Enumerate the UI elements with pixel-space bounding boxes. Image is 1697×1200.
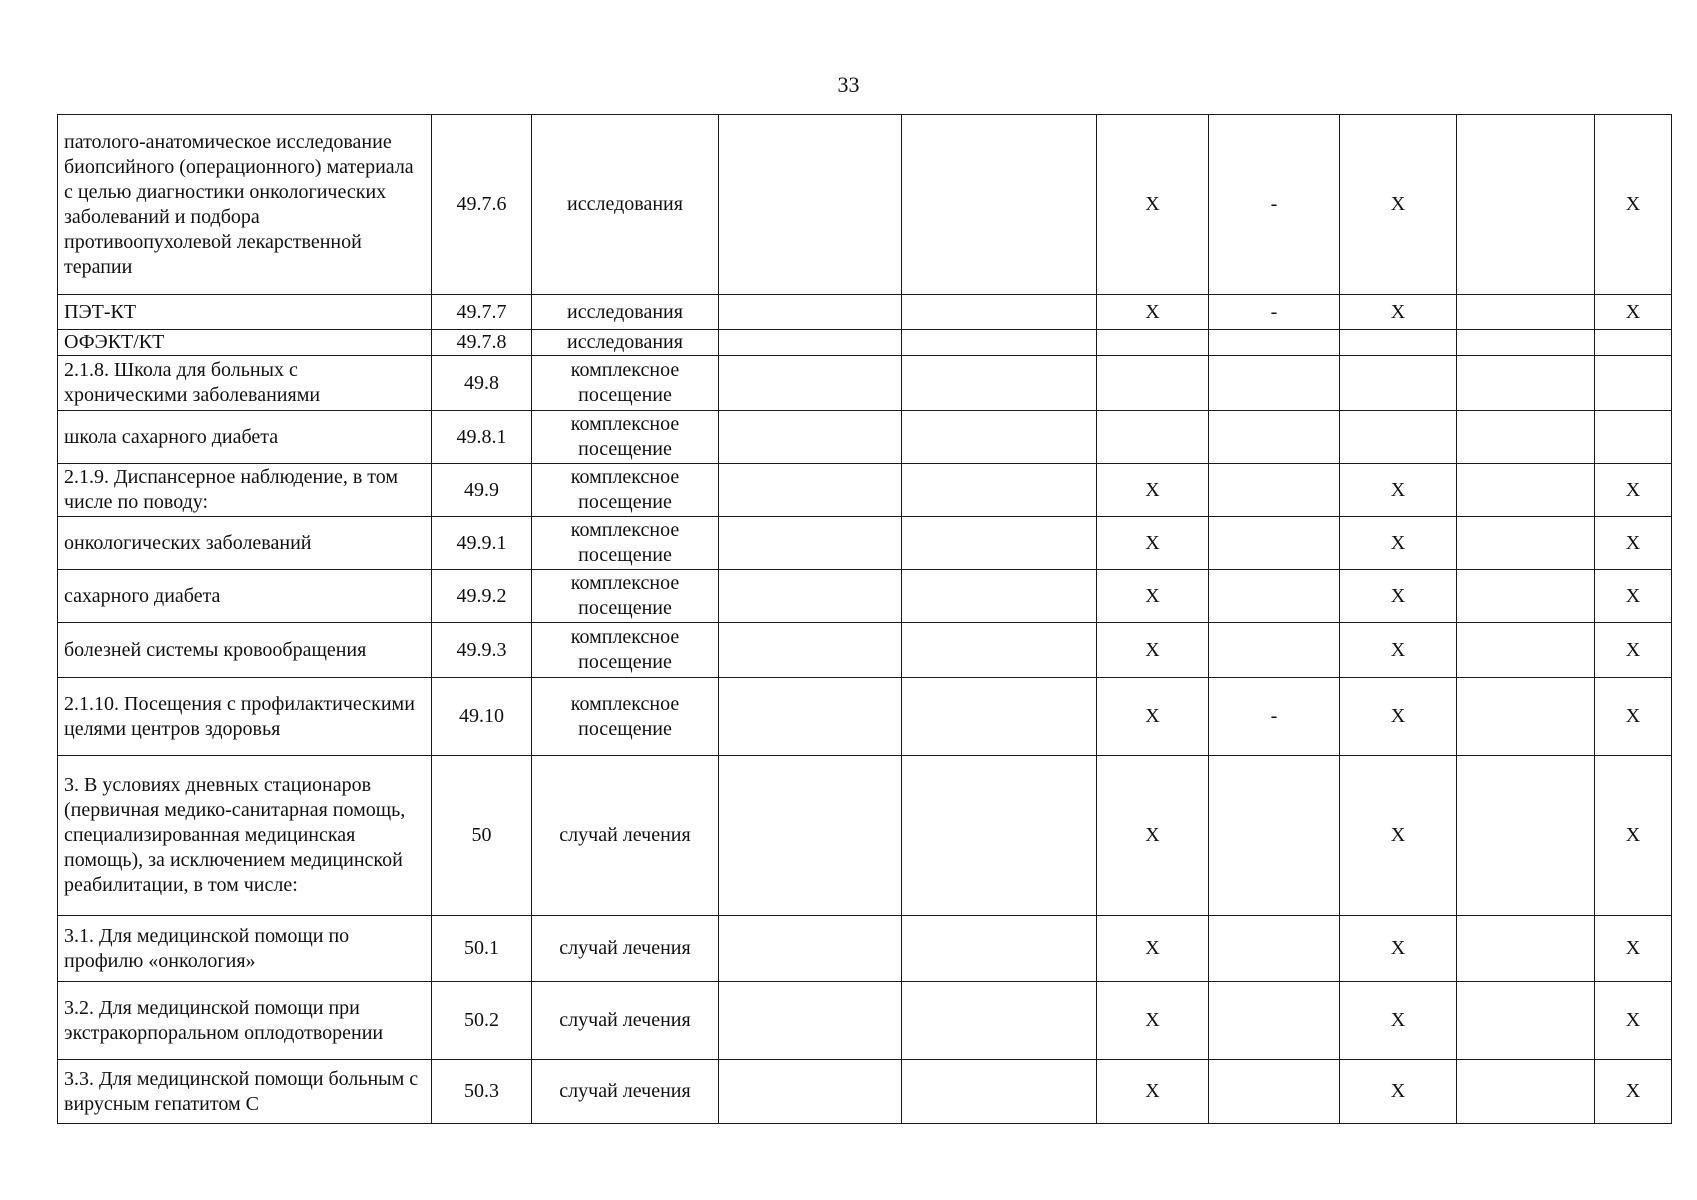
row-name-cell: патолого-анатомическое исследование биопсийного (операционного) материала с целью диагностики онкологических заболеваний и подбора противоопухолевой лекарственной терапии — [58, 115, 432, 295]
row-unit-cell: комплексное посещение — [532, 464, 719, 517]
row-name-cell: сахарного диабета — [58, 570, 432, 623]
row-code-cell: 49.7.7 — [432, 295, 532, 330]
mark-cell-4: X — [1595, 982, 1672, 1060]
empty-cell — [902, 115, 1097, 295]
table-row — [58, 756, 1672, 916]
empty-cell — [902, 756, 1097, 916]
empty-cell — [1457, 295, 1595, 330]
empty-cell — [1457, 916, 1595, 982]
mark-cell-4: X — [1595, 115, 1672, 295]
table-row — [58, 356, 1672, 411]
row-unit-cell: исследования — [532, 115, 719, 295]
mark-cell-2 — [1209, 916, 1340, 982]
empty-cell — [902, 678, 1097, 756]
empty-cell — [902, 982, 1097, 1060]
mark-cell-4: X — [1595, 678, 1672, 756]
table-row — [58, 982, 1672, 1060]
mark-cell-1 — [1097, 356, 1209, 411]
mark-cell-2 — [1209, 464, 1340, 517]
row-code-cell: 49.9 — [432, 464, 532, 517]
row-unit-cell: комплексное посещение — [532, 356, 719, 411]
mark-cell-2 — [1209, 756, 1340, 916]
mark-cell-3: X — [1340, 623, 1457, 678]
mark-cell-1: X — [1097, 115, 1209, 295]
mark-cell-1: X — [1097, 916, 1209, 982]
empty-cell — [1457, 464, 1595, 517]
mark-cell-1: X — [1097, 570, 1209, 623]
mark-cell-3 — [1340, 356, 1457, 411]
mark-cell-2 — [1209, 623, 1340, 678]
row-code-cell: 49.7.6 — [432, 115, 532, 295]
empty-cell — [1457, 623, 1595, 678]
empty-cell — [902, 570, 1097, 623]
row-code-cell: 49.9.2 — [432, 570, 532, 623]
mark-cell-3: X — [1340, 756, 1457, 916]
mark-cell-2 — [1209, 1060, 1340, 1124]
mark-cell-2: - — [1209, 678, 1340, 756]
row-name-cell: онкологических заболеваний — [58, 517, 432, 570]
empty-cell — [1457, 982, 1595, 1060]
empty-cell — [1457, 411, 1595, 464]
row-unit-cell: случай лечения — [532, 756, 719, 916]
mark-cell-1: X — [1097, 295, 1209, 330]
mark-cell-4: X — [1595, 756, 1672, 916]
row-name-cell: 3.2. Для медицинской помощи при экстракорпоральном оплодотворении — [58, 982, 432, 1060]
empty-cell — [719, 623, 902, 678]
empty-cell — [902, 464, 1097, 517]
mark-cell-2 — [1209, 356, 1340, 411]
table-row — [58, 570, 1672, 623]
mark-cell-3: X — [1340, 678, 1457, 756]
mark-cell-2 — [1209, 411, 1340, 464]
row-name-cell: ПЭТ-КТ — [58, 295, 432, 330]
row-code-cell: 49.10 — [432, 678, 532, 756]
mark-cell-2 — [1209, 517, 1340, 570]
mark-cell-4: X — [1595, 295, 1672, 330]
empty-cell — [719, 356, 902, 411]
row-name-cell: 3. В условиях дневных стационаров (первичная медико-санитарная помощь, специализированная медицинская помощь), за исключением медицинской реабилитации, в том числе: — [58, 756, 432, 916]
row-unit-cell: исследования — [532, 295, 719, 330]
empty-cell — [1457, 1060, 1595, 1124]
row-code-cell: 50 — [432, 756, 532, 916]
mark-cell-1: X — [1097, 756, 1209, 916]
mark-cell-3: X — [1340, 517, 1457, 570]
mark-cell-2: - — [1209, 295, 1340, 330]
row-unit-cell: случай лечения — [532, 916, 719, 982]
mark-cell-4: X — [1595, 517, 1672, 570]
row-name-cell: 3.1. Для медицинской помощи по профилю «онкология» — [58, 916, 432, 982]
empty-cell — [902, 916, 1097, 982]
empty-cell — [719, 570, 902, 623]
row-code-cell: 50.2 — [432, 982, 532, 1060]
mark-cell-3: X — [1340, 464, 1457, 517]
row-code-cell: 50.3 — [432, 1060, 532, 1124]
empty-cell — [902, 623, 1097, 678]
table-row — [58, 330, 1672, 356]
empty-cell — [902, 295, 1097, 330]
mark-cell-3: X — [1340, 1060, 1457, 1124]
row-name-cell: 2.1.9. Диспансерное наблюдение, в том числе по поводу: — [58, 464, 432, 517]
empty-cell — [719, 756, 902, 916]
mark-cell-2: - — [1209, 115, 1340, 295]
row-code-cell: 50.1 — [432, 916, 532, 982]
empty-cell — [1457, 330, 1595, 356]
mark-cell-4 — [1595, 411, 1672, 464]
row-code-cell: 49.9.1 — [432, 517, 532, 570]
empty-cell — [719, 678, 902, 756]
empty-cell — [719, 115, 902, 295]
mark-cell-3: X — [1340, 982, 1457, 1060]
row-unit-cell: комплексное посещение — [532, 678, 719, 756]
empty-cell — [1457, 115, 1595, 295]
row-code-cell: 49.9.3 — [432, 623, 532, 678]
mark-cell-4 — [1595, 330, 1672, 356]
mark-cell-1: X — [1097, 464, 1209, 517]
mark-cell-1: X — [1097, 1060, 1209, 1124]
table-row — [58, 916, 1672, 982]
row-unit-cell: комплексное посещение — [532, 623, 719, 678]
empty-cell — [1457, 356, 1595, 411]
mark-cell-1 — [1097, 330, 1209, 356]
row-name-cell: ОФЭКТ/КТ — [58, 330, 432, 356]
empty-cell — [902, 411, 1097, 464]
row-unit-cell: исследования — [532, 330, 719, 356]
mark-cell-4: X — [1595, 464, 1672, 517]
mark-cell-4 — [1595, 356, 1672, 411]
mark-cell-4: X — [1595, 916, 1672, 982]
empty-cell — [1457, 570, 1595, 623]
empty-cell — [719, 411, 902, 464]
mark-cell-3: X — [1340, 916, 1457, 982]
data-table — [57, 114, 1672, 1124]
empty-cell — [1457, 678, 1595, 756]
mark-cell-1: X — [1097, 982, 1209, 1060]
empty-cell — [719, 295, 902, 330]
mark-cell-4: X — [1595, 570, 1672, 623]
table-row — [58, 517, 1672, 570]
mark-cell-1: X — [1097, 678, 1209, 756]
mark-cell-1: X — [1097, 517, 1209, 570]
row-code-cell: 49.8.1 — [432, 411, 532, 464]
empty-cell — [902, 1060, 1097, 1124]
mark-cell-4: X — [1595, 623, 1672, 678]
empty-cell — [719, 330, 902, 356]
table-row — [58, 623, 1672, 678]
row-name-cell: 2.1.8. Школа для больных с хроническими заболеваниями — [58, 356, 432, 411]
table-row — [58, 464, 1672, 517]
table-row — [58, 411, 1672, 464]
row-name-cell: школа сахарного диабета — [58, 411, 432, 464]
table-row — [58, 1060, 1672, 1124]
empty-cell — [902, 330, 1097, 356]
row-unit-cell: случай лечения — [532, 1060, 719, 1124]
empty-cell — [1457, 517, 1595, 570]
mark-cell-3: X — [1340, 570, 1457, 623]
mark-cell-2 — [1209, 570, 1340, 623]
mark-cell-2 — [1209, 330, 1340, 356]
row-name-cell: 2.1.10. Посещения с профилактическими целями центров здоровья — [58, 678, 432, 756]
row-name-cell: болезней системы кровообращения — [58, 623, 432, 678]
row-unit-cell: комплексное посещение — [532, 411, 719, 464]
page-number: 33 — [837, 72, 860, 97]
empty-cell — [902, 356, 1097, 411]
row-code-cell: 49.7.8 — [432, 330, 532, 356]
empty-cell — [719, 916, 902, 982]
table-row — [58, 678, 1672, 756]
empty-cell — [719, 464, 902, 517]
mark-cell-3 — [1340, 330, 1457, 356]
mark-cell-2 — [1209, 982, 1340, 1060]
row-unit-cell: комплексное посещение — [532, 570, 719, 623]
mark-cell-3: X — [1340, 295, 1457, 330]
empty-cell — [719, 517, 902, 570]
empty-cell — [719, 1060, 902, 1124]
table-row — [58, 115, 1672, 295]
row-code-cell: 49.8 — [432, 356, 532, 411]
table-row — [58, 295, 1672, 330]
mark-cell-4: X — [1595, 1060, 1672, 1124]
mark-cell-3: X — [1340, 115, 1457, 295]
row-name-cell: 3.3. Для медицинской помощи больным с вирусным гепатитом С — [58, 1060, 432, 1124]
mark-cell-1 — [1097, 411, 1209, 464]
row-unit-cell: случай лечения — [532, 982, 719, 1060]
row-unit-cell: комплексное посещение — [532, 517, 719, 570]
empty-cell — [902, 517, 1097, 570]
mark-cell-1: X — [1097, 623, 1209, 678]
mark-cell-3 — [1340, 411, 1457, 464]
empty-cell — [719, 982, 902, 1060]
empty-cell — [1457, 756, 1595, 916]
